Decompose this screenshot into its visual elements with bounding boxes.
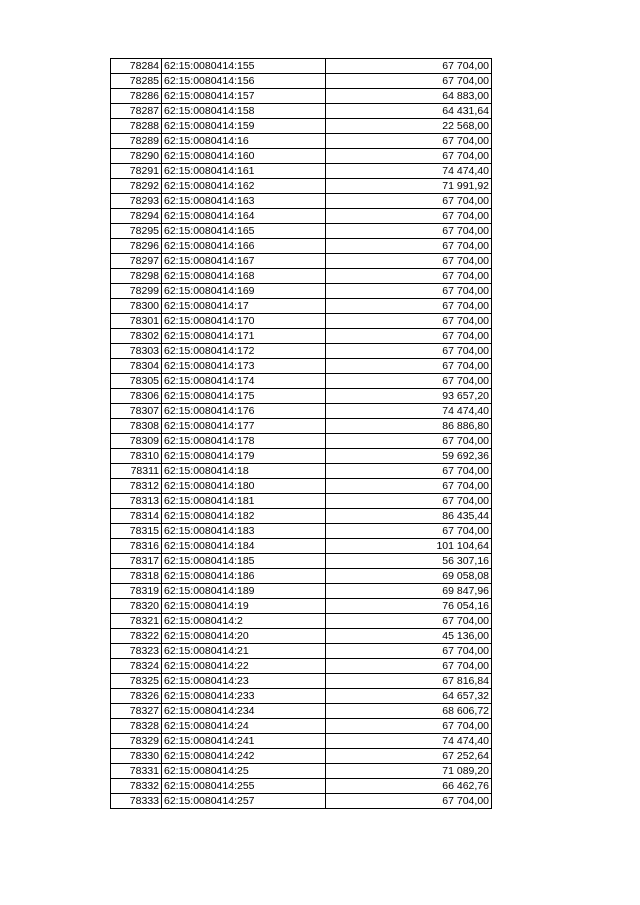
- row-id-cell: 78297: [111, 254, 162, 269]
- table-row: [111, 194, 492, 209]
- cadastral-number-cell: 62:15:0080414:175: [162, 389, 326, 404]
- row-id-cell: 78327: [111, 704, 162, 719]
- value-cell: 67 704,00: [326, 494, 492, 509]
- cadastral-number-cell: 62:15:0080414:19: [162, 599, 326, 614]
- row-id-cell: 78322: [111, 629, 162, 644]
- cadastral-number-cell: 62:15:0080414:241: [162, 734, 326, 749]
- row-id-cell: 78293: [111, 194, 162, 209]
- row-id-cell: 78303: [111, 344, 162, 359]
- row-id-cell: 78287: [111, 104, 162, 119]
- cadastral-number-cell: 62:15:0080414:233: [162, 689, 326, 704]
- cadastral-number-cell: 62:15:0080414:18: [162, 464, 326, 479]
- value-cell: 67 704,00: [326, 194, 492, 209]
- value-cell: 86 886,80: [326, 419, 492, 434]
- value-cell: 64 431,64: [326, 104, 492, 119]
- table-row: [111, 59, 492, 74]
- value-cell: 45 136,00: [326, 629, 492, 644]
- cadastral-number-cell: 62:15:0080414:186: [162, 569, 326, 584]
- cadastral-number-cell: 62:15:0080414:234: [162, 704, 326, 719]
- table-row: [111, 524, 492, 539]
- row-id-cell: 78331: [111, 764, 162, 779]
- cadastral-number-cell: 62:15:0080414:242: [162, 749, 326, 764]
- value-cell: 67 704,00: [326, 269, 492, 284]
- row-id-cell: 78290: [111, 149, 162, 164]
- table-row: [111, 644, 492, 659]
- table-row: [111, 704, 492, 719]
- row-id-cell: 78305: [111, 374, 162, 389]
- value-cell: 67 704,00: [326, 284, 492, 299]
- row-id-cell: 78325: [111, 674, 162, 689]
- table-row: [111, 674, 492, 689]
- row-id-cell: 78300: [111, 299, 162, 314]
- cadastral-number-cell: 62:15:0080414:165: [162, 224, 326, 239]
- data-table: [110, 58, 492, 809]
- table-row: [111, 269, 492, 284]
- cadastral-number-cell: 62:15:0080414:156: [162, 74, 326, 89]
- row-id-cell: 78306: [111, 389, 162, 404]
- cadastral-number-cell: 62:15:0080414:168: [162, 269, 326, 284]
- table-row: [111, 614, 492, 629]
- cadastral-number-cell: 62:15:0080414:183: [162, 524, 326, 539]
- cadastral-number-cell: 62:15:0080414:180: [162, 479, 326, 494]
- table-row: [111, 374, 492, 389]
- table-row: [111, 74, 492, 89]
- value-cell: 67 704,00: [326, 374, 492, 389]
- value-cell: 22 568,00: [326, 119, 492, 134]
- row-id-cell: 78285: [111, 74, 162, 89]
- row-id-cell: 78292: [111, 179, 162, 194]
- value-cell: 67 704,00: [326, 644, 492, 659]
- cadastral-number-cell: 62:15:0080414:174: [162, 374, 326, 389]
- value-cell: 59 692,36: [326, 449, 492, 464]
- row-id-cell: 78289: [111, 134, 162, 149]
- table-body: [111, 59, 492, 809]
- value-cell: 71 089,20: [326, 764, 492, 779]
- value-cell: 67 704,00: [326, 299, 492, 314]
- table-row: [111, 119, 492, 134]
- value-cell: 66 462,76: [326, 779, 492, 794]
- value-cell: 67 704,00: [326, 794, 492, 809]
- value-cell: 76 054,16: [326, 599, 492, 614]
- value-cell: 67 704,00: [326, 479, 492, 494]
- row-id-cell: 78315: [111, 524, 162, 539]
- table-row: [111, 254, 492, 269]
- value-cell: 67 704,00: [326, 344, 492, 359]
- row-id-cell: 78317: [111, 554, 162, 569]
- value-cell: 67 252,64: [326, 749, 492, 764]
- cadastral-number-cell: 62:15:0080414:163: [162, 194, 326, 209]
- cadastral-number-cell: 62:15:0080414:2: [162, 614, 326, 629]
- value-cell: 67 816,84: [326, 674, 492, 689]
- table-row: [111, 479, 492, 494]
- row-id-cell: 78314: [111, 509, 162, 524]
- row-id-cell: 78309: [111, 434, 162, 449]
- row-id-cell: 78316: [111, 539, 162, 554]
- value-cell: 74 474,40: [326, 734, 492, 749]
- row-id-cell: 78333: [111, 794, 162, 809]
- cadastral-number-cell: 62:15:0080414:20: [162, 629, 326, 644]
- value-cell: 71 991,92: [326, 179, 492, 194]
- row-id-cell: 78304: [111, 359, 162, 374]
- table-row: [111, 149, 492, 164]
- value-cell: 64 883,00: [326, 89, 492, 104]
- table-row: [111, 389, 492, 404]
- cadastral-number-cell: 62:15:0080414:21: [162, 644, 326, 659]
- table-row: [111, 629, 492, 644]
- table-row: [111, 464, 492, 479]
- table-row: [111, 104, 492, 119]
- row-id-cell: 78313: [111, 494, 162, 509]
- cadastral-number-cell: 62:15:0080414:23: [162, 674, 326, 689]
- row-id-cell: 78308: [111, 419, 162, 434]
- value-cell: 67 704,00: [326, 149, 492, 164]
- row-id-cell: 78320: [111, 599, 162, 614]
- cadastral-number-cell: 62:15:0080414:178: [162, 434, 326, 449]
- row-id-cell: 78324: [111, 659, 162, 674]
- value-cell: 67 704,00: [326, 614, 492, 629]
- cadastral-number-cell: 62:15:0080414:17: [162, 299, 326, 314]
- row-id-cell: 78298: [111, 269, 162, 284]
- table-row: [111, 719, 492, 734]
- table-row: [111, 404, 492, 419]
- table-row: [111, 299, 492, 314]
- value-cell: 67 704,00: [326, 224, 492, 239]
- table-row: [111, 314, 492, 329]
- table-row: [111, 239, 492, 254]
- table-row: [111, 224, 492, 239]
- row-id-cell: 78310: [111, 449, 162, 464]
- cadastral-number-cell: 62:15:0080414:176: [162, 404, 326, 419]
- value-cell: 69 058,08: [326, 569, 492, 584]
- value-cell: 67 704,00: [326, 329, 492, 344]
- row-id-cell: 78302: [111, 329, 162, 344]
- cadastral-number-cell: 62:15:0080414:172: [162, 344, 326, 359]
- value-cell: 67 704,00: [326, 239, 492, 254]
- cadastral-number-cell: 62:15:0080414:182: [162, 509, 326, 524]
- table-row: [111, 554, 492, 569]
- row-id-cell: 78301: [111, 314, 162, 329]
- row-id-cell: 78307: [111, 404, 162, 419]
- table-row: [111, 494, 492, 509]
- cadastral-number-cell: 62:15:0080414:177: [162, 419, 326, 434]
- cadastral-number-cell: 62:15:0080414:257: [162, 794, 326, 809]
- value-cell: 67 704,00: [326, 719, 492, 734]
- cadastral-number-cell: 62:15:0080414:158: [162, 104, 326, 119]
- value-cell: 67 704,00: [326, 209, 492, 224]
- cadastral-number-cell: 62:15:0080414:25: [162, 764, 326, 779]
- table-row: [111, 329, 492, 344]
- table-row: [111, 359, 492, 374]
- value-cell: 74 474,40: [326, 164, 492, 179]
- table-row: [111, 209, 492, 224]
- table-row: [111, 584, 492, 599]
- value-cell: 67 704,00: [326, 659, 492, 674]
- cadastral-number-cell: 62:15:0080414:181: [162, 494, 326, 509]
- cadastral-number-cell: 62:15:0080414:173: [162, 359, 326, 374]
- value-cell: 64 657,32: [326, 689, 492, 704]
- table-row: [111, 749, 492, 764]
- table-row: [111, 569, 492, 584]
- cadastral-number-cell: 62:15:0080414:164: [162, 209, 326, 224]
- row-id-cell: 78311: [111, 464, 162, 479]
- cadastral-number-cell: 62:15:0080414:167: [162, 254, 326, 269]
- value-cell: 93 657,20: [326, 389, 492, 404]
- table-row: [111, 779, 492, 794]
- table-row: [111, 449, 492, 464]
- value-cell: 67 704,00: [326, 464, 492, 479]
- table-row: [111, 509, 492, 524]
- row-id-cell: 78294: [111, 209, 162, 224]
- table-row: [111, 344, 492, 359]
- value-cell: 69 847,96: [326, 584, 492, 599]
- cadastral-number-cell: 62:15:0080414:16: [162, 134, 326, 149]
- value-cell: 67 704,00: [326, 254, 492, 269]
- row-id-cell: 78329: [111, 734, 162, 749]
- value-cell: 74 474,40: [326, 404, 492, 419]
- row-id-cell: 78295: [111, 224, 162, 239]
- cadastral-number-cell: 62:15:0080414:160: [162, 149, 326, 164]
- cadastral-number-cell: 62:15:0080414:22: [162, 659, 326, 674]
- table-row: [111, 434, 492, 449]
- row-id-cell: 78318: [111, 569, 162, 584]
- row-id-cell: 78286: [111, 89, 162, 104]
- table-row: [111, 734, 492, 749]
- row-id-cell: 78319: [111, 584, 162, 599]
- value-cell: 67 704,00: [326, 59, 492, 74]
- cadastral-number-cell: 62:15:0080414:159: [162, 119, 326, 134]
- value-cell: 67 704,00: [326, 314, 492, 329]
- row-id-cell: 78332: [111, 779, 162, 794]
- value-cell: 86 435,44: [326, 509, 492, 524]
- cadastral-number-cell: 62:15:0080414:179: [162, 449, 326, 464]
- row-id-cell: 78296: [111, 239, 162, 254]
- row-id-cell: 78323: [111, 644, 162, 659]
- row-id-cell: 78312: [111, 479, 162, 494]
- cadastral-number-cell: 62:15:0080414:171: [162, 329, 326, 344]
- value-cell: 67 704,00: [326, 524, 492, 539]
- cadastral-number-cell: 62:15:0080414:157: [162, 89, 326, 104]
- value-cell: 67 704,00: [326, 74, 492, 89]
- table-row: [111, 764, 492, 779]
- value-cell: 101 104,64: [326, 539, 492, 554]
- table-row: [111, 89, 492, 104]
- table-row: [111, 419, 492, 434]
- cadastral-number-cell: 62:15:0080414:255: [162, 779, 326, 794]
- table-row: [111, 539, 492, 554]
- row-id-cell: 78321: [111, 614, 162, 629]
- cadastral-number-cell: 62:15:0080414:162: [162, 179, 326, 194]
- cadastral-number-cell: 62:15:0080414:155: [162, 59, 326, 74]
- table-row: [111, 179, 492, 194]
- value-cell: 68 606,72: [326, 704, 492, 719]
- table-row: [111, 284, 492, 299]
- cadastral-number-cell: 62:15:0080414:166: [162, 239, 326, 254]
- cadastral-number-cell: 62:15:0080414:185: [162, 554, 326, 569]
- row-id-cell: 78291: [111, 164, 162, 179]
- row-id-cell: 78326: [111, 689, 162, 704]
- table-row: [111, 164, 492, 179]
- cadastral-number-cell: 62:15:0080414:24: [162, 719, 326, 734]
- row-id-cell: 78328: [111, 719, 162, 734]
- table-row: [111, 599, 492, 614]
- value-cell: 56 307,16: [326, 554, 492, 569]
- table-row: [111, 134, 492, 149]
- table-row: [111, 689, 492, 704]
- cadastral-number-cell: 62:15:0080414:161: [162, 164, 326, 179]
- cadastral-number-cell: 62:15:0080414:189: [162, 584, 326, 599]
- cadastral-number-cell: 62:15:0080414:169: [162, 284, 326, 299]
- row-id-cell: 78284: [111, 59, 162, 74]
- cadastral-number-cell: 62:15:0080414:170: [162, 314, 326, 329]
- row-id-cell: 78288: [111, 119, 162, 134]
- value-cell: 67 704,00: [326, 134, 492, 149]
- row-id-cell: 78330: [111, 749, 162, 764]
- table-row: [111, 659, 492, 674]
- cadastral-number-cell: 62:15:0080414:184: [162, 539, 326, 554]
- row-id-cell: 78299: [111, 284, 162, 299]
- value-cell: 67 704,00: [326, 434, 492, 449]
- table-row: [111, 794, 492, 809]
- value-cell: 67 704,00: [326, 359, 492, 374]
